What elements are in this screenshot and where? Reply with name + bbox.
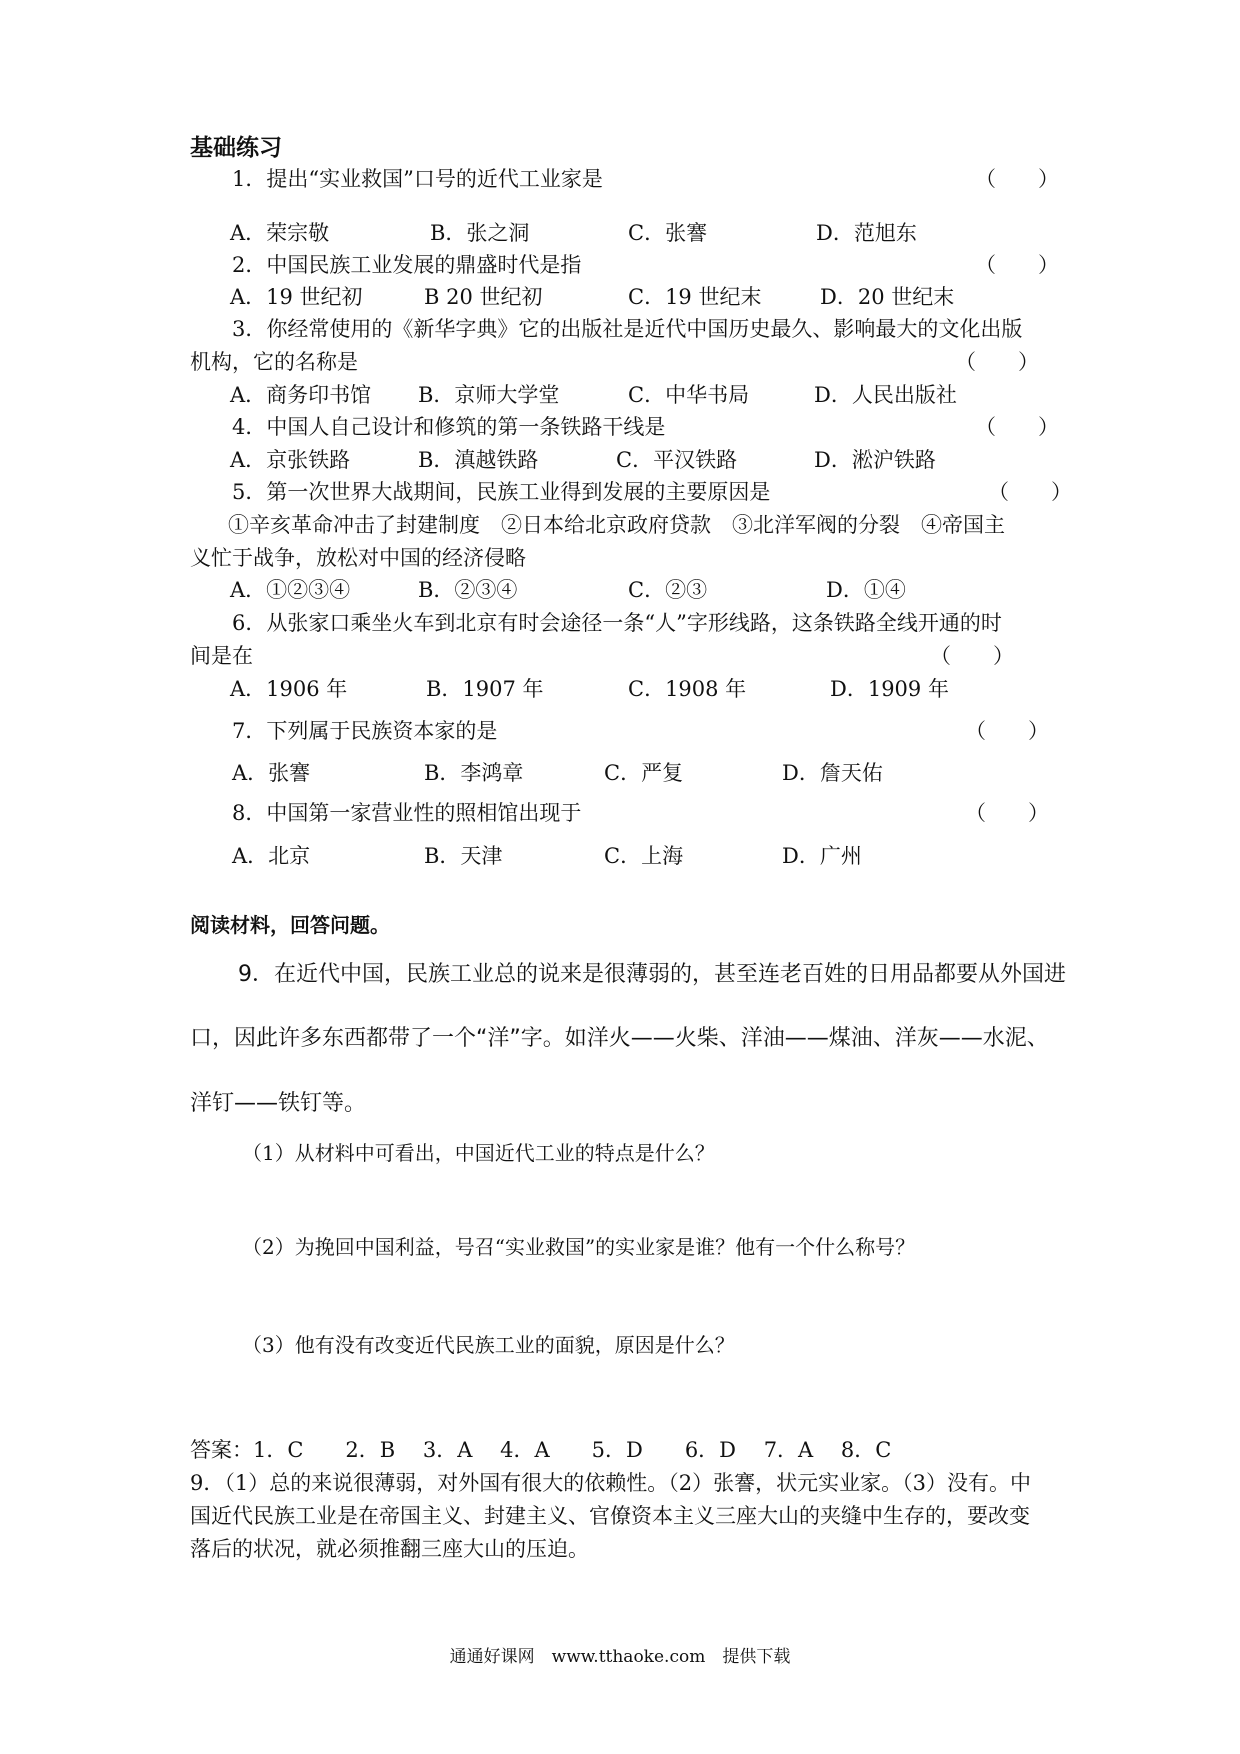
question-7-option-a: A．张謇 xyxy=(232,761,311,785)
question-5-answer-blank: （ ） xyxy=(988,480,1072,504)
question-4-answer-blank: （ ） xyxy=(975,415,1059,439)
question-4-option-a: A．京张铁路 xyxy=(230,448,351,472)
question-7-answer-blank: （ ） xyxy=(965,719,1049,743)
question-8-stem: 8．中国第一家营业性的照相馆出现于 xyxy=(232,801,582,825)
question-5-stem: 5．第一次世界大战期间，民族工业得到发展的主要原因是 xyxy=(232,480,771,504)
question-3-option-d: D．人民出版社 xyxy=(814,383,957,407)
question-6-option-a: A．1906 年 xyxy=(230,677,348,701)
question-1-option-b: B．张之洞 xyxy=(430,221,530,245)
question-6-option-c: C．1908 年 xyxy=(628,677,747,701)
question-1-stem: 1．提出“实业救国”口号的近代工业家是 xyxy=(232,167,603,191)
question-6-answer-blank: （ ） xyxy=(930,644,1014,668)
material-line-2: 口，因此许多东西都带了一个“洋”字。如洋火——火柴、洋油——煤油、洋灰——水泥、 xyxy=(190,1026,1049,1051)
question-1-option-a: A．荣宗敬 xyxy=(230,221,330,245)
question-3-answer-blank: （ ） xyxy=(955,350,1039,374)
question-2-option-a: A．19 世纪初 xyxy=(230,285,363,309)
answers-line-3: 国近代民族工业是在帝国主义、封建主义、官僚资本主义三座大山的夹缝中生存的，要改变 xyxy=(190,1504,1030,1528)
question-7-option-d: D．詹天佑 xyxy=(782,761,883,785)
question-6-stem: 6．从张家口乘坐火车到北京有时会途径一条“人”字形线路，这条铁路全线开通的时 xyxy=(232,611,1002,635)
question-3-option-b: B．京师大学堂 xyxy=(418,383,560,407)
question-8-option-d: D．广州 xyxy=(782,844,862,868)
question-2-option-b: B 20 世纪初 xyxy=(424,285,543,309)
question-1-option-d: D．范旭东 xyxy=(816,221,917,245)
question-1-option-c: C．张謇 xyxy=(628,221,708,245)
question-8-option-c: C．上海 xyxy=(604,844,684,868)
answers-line-2: 9．（1）总的来说很薄弱，对外国有很大的依赖性。（2）张謇，状元实业家。（3）没有。中 xyxy=(190,1471,1031,1495)
section-title-reading-material: 阅读材料，回答问题。 xyxy=(190,913,390,937)
question-2-option-c: C．19 世纪末 xyxy=(628,285,762,309)
question-8-answer-blank: （ ） xyxy=(965,801,1049,825)
question-6-option-b: B．1907 年 xyxy=(426,677,544,701)
question-5-option-a: A．①②③④ xyxy=(230,578,351,602)
question-2-answer-blank: （ ） xyxy=(975,253,1059,277)
question-2-stem: 2．中国民族工业发展的鼎盛时代是指 xyxy=(232,253,582,277)
question-8-option-b: B．天津 xyxy=(424,844,503,868)
subquestion-1: （1）从材料中可看出，中国近代工业的特点是什么？ xyxy=(242,1141,715,1165)
question-7-option-b: B．李鸿章 xyxy=(424,761,524,785)
question-8-option-a: A．北京 xyxy=(232,844,311,868)
page-footer: 通通好课网 www.tthaoke.com 提供下载 xyxy=(449,1647,791,1667)
question-4-stem: 4．中国人自己设计和修筑的第一条铁路干线是 xyxy=(232,415,666,439)
question-3-option-c: C．中华书局 xyxy=(628,383,750,407)
question-1-answer-blank: （ ） xyxy=(975,167,1059,191)
subquestion-3: （3）他有没有改变近代民族工业的面貌，原因是什么？ xyxy=(242,1333,735,1357)
question-5-statements-continued: 义忙于战争，放松对中国的经济侵略 xyxy=(190,546,526,570)
subquestion-2: （2）为挽回中国利益，号召“实业救国”的实业家是谁？他有一个什么称号？ xyxy=(242,1235,916,1259)
question-5-option-b: B．②③④ xyxy=(418,578,518,602)
material-line-1: 9．在近代中国，民族工业总的说来是很薄弱的，甚至连老百姓的日用品都要从外国进 xyxy=(238,962,1066,987)
question-6-option-d: D．1909 年 xyxy=(830,677,949,701)
question-3-stem: 3．你经常使用的《新华字典》它的出版社是近代中国历史最久、影响最大的文化出版 xyxy=(232,317,1023,341)
question-3-stem-continued: 机构，它的名称是 xyxy=(190,350,358,374)
question-6-stem-continued: 间是在 xyxy=(190,644,253,668)
question-4-option-b: B．滇越铁路 xyxy=(418,448,539,472)
question-4-option-c: C．平汉铁路 xyxy=(616,448,738,472)
question-3-option-a: A．商务印书馆 xyxy=(230,383,372,407)
question-7-option-c: C．严复 xyxy=(604,761,684,785)
question-4-option-d: D．淞沪铁路 xyxy=(814,448,936,472)
question-5-option-d: D．①④ xyxy=(826,578,906,602)
material-line-3: 洋钉——铁钉等。 xyxy=(190,1091,367,1116)
answers-line-1: 答案：1．C 2．B 3．A 4．A 5．D 6．D 7．A 8．C xyxy=(190,1438,892,1462)
question-7-stem: 7．下列属于民族资本家的是 xyxy=(232,719,498,743)
question-2-option-d: D．20 世纪末 xyxy=(820,285,955,309)
section-title-basic-practice: 基础练习 xyxy=(190,134,282,161)
answers-line-4: 落后的状况，就必须推翻三座大山的压迫。 xyxy=(190,1537,589,1561)
question-5-statements: ①辛亥革命冲击了封建制度 ②日本给北京政府贷款 ③北洋军阀的分裂 ④帝国主 xyxy=(228,513,1005,537)
question-5-option-c: C．②③ xyxy=(628,578,708,602)
